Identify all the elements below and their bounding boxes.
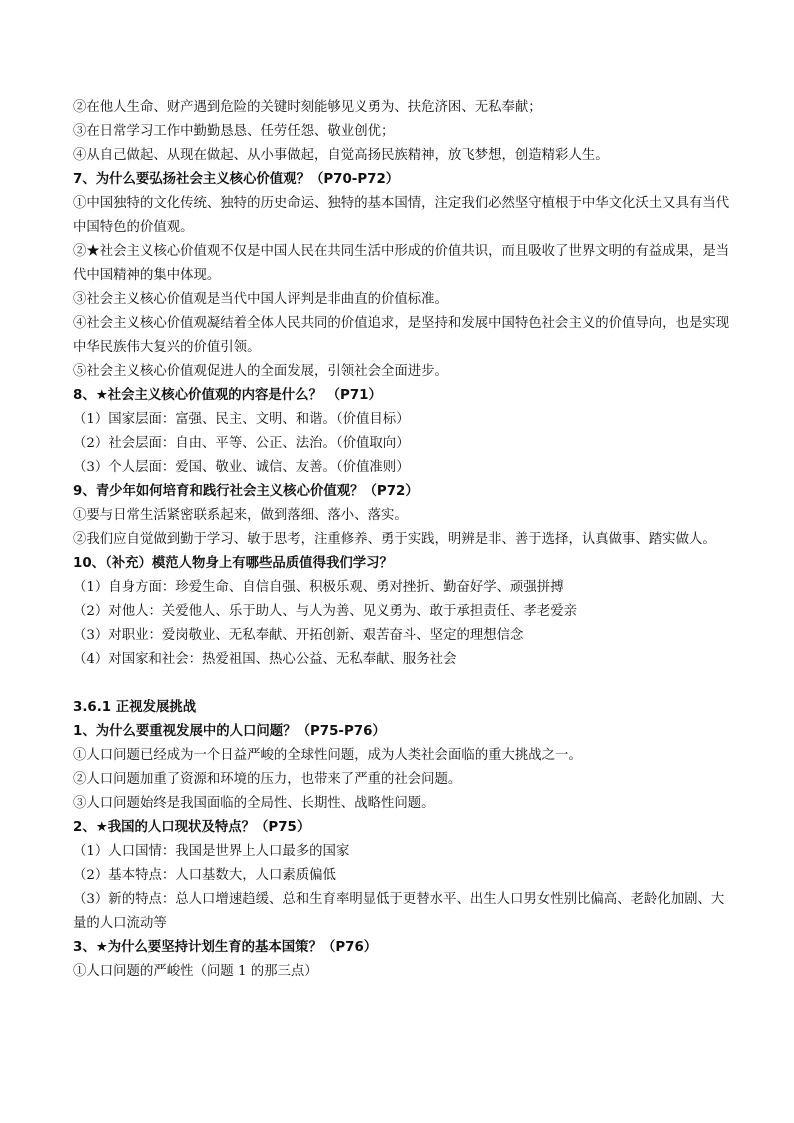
text-line: （1）国家层面：富强、民主、文明、和谐。（价值目标） [73, 412, 410, 427]
section-heading: 8、★社会主义核心价值观的内容是什么？ （P71） [73, 388, 382, 403]
text-line: （1）人口国情：我国是世界上人口最多的国家 [73, 844, 350, 859]
text-line: ③人口问题始终是我国面临的全局性、长期性、战略性问题。 [73, 796, 435, 811]
text-line: ②在他人生命、财产遇到危险的关键时刻能够见义勇为、扶危济困、无私奉献； [73, 100, 542, 115]
text-line: （4）对国家和社会：热爱祖国、热心公益、无私奉献、服务社会 [73, 652, 457, 667]
text-line: （2）社会层面：自由、平等、公正、法治。（价值取向） [73, 436, 410, 451]
text-line: ③在日常学习工作中勤勤恳恳、任劳任怨、敬业创优； [73, 124, 395, 139]
text-line: ①要与日常生活紧密联系起来，做到落细、落小、落实。 [73, 508, 408, 523]
paragraph: ②★社会主义核心价值观不仅是中国人民在共同生活中形成的价值共识，而且吸收了世界文明的有益成果，是当代中国精神的集中体现。 [73, 244, 730, 283]
paragraph: （3）新的特点：总人口增速趋缓、总和生育率明显低于更替水平、出生人口男女性别比偏高、老龄化加剧、大量的人口流动等 [73, 892, 725, 931]
section-heading: 7、为什么要弘扬社会主义核心价值观？（P70-P72） [73, 172, 400, 187]
paragraph: ④社会主义核心价值观凝结着全体人民共同的价值追求，是坚持和发展中国特色社会主义的价值导向，也是实现中华民族伟大复兴的价值引领。 [73, 316, 730, 355]
section-heading: 2、★我国的人口现状及特点？（P75） [73, 820, 311, 835]
text-line: ①人口问题的严峻性（问题 1 的那三点） [73, 964, 318, 979]
text-line: （3）对职业：爱岗敬业、无私奉献、开拓创新、艰苦奋斗、坚定的理想信念 [73, 628, 524, 643]
text-line: ②人口问题加重了资源和环境的压力，也带来了严重的社会问题。 [73, 772, 462, 787]
text-line: （2）对他人：关爱他人、乐于助人、与人为善、见义勇为、敢于承担责任、孝老爱亲 [73, 604, 577, 619]
text-line: （2）基本特点：人口基数大，人口素质偏低 [73, 868, 336, 883]
text-line: ④从自己做起、从现在做起、从小事做起，自觉高扬民族精神，放飞梦想，创造精彩人生。 [73, 148, 609, 163]
section-heading: 1、为什么要重视发展中的人口问题？（P75-P76） [73, 724, 386, 739]
document-page [73, 96, 733, 984]
text-line: ③社会主义核心价值观是当代中国人评判是非曲直的价值标准。 [73, 292, 448, 307]
section-heading: 10、（补充）模范人物身上有哪些品质值得我们学习？ [73, 556, 393, 571]
blank-line [73, 672, 733, 696]
text-line: （1）自身方面：珍爱生命、自信自强、积极乐观、勇对挫折、勤奋好学、顽强拼搏 [73, 580, 564, 595]
text-line: ⑤社会主义核心价值观促进人的全面发展，引领社会全面进步。 [73, 364, 448, 379]
text-line: （3）个人层面：爱国、敬业、诚信、友善。（价值准则） [73, 460, 410, 475]
section-heading: 9、青少年如何培育和践行社会主义核心价值观？（P72） [73, 484, 419, 499]
section-heading: 3、★为什么要坚持计划生育的基本国策？（P76） [73, 940, 378, 955]
paragraph: ①中国独特的文化传统、独特的历史命运、独特的基本国情，注定我们必然坚守植根于中华文化沃土又具有当代中国特色的价值观。 [73, 196, 730, 235]
paragraph: ②我们应自觉做到勤于学习、敏于思考，注重修养、勇于实践，明辨是非、善于选择，认真做事、踏实做人。 [73, 532, 716, 547]
chapter-heading: 3.6.1 正视发展挑战 [73, 700, 197, 715]
text-line: ①人口问题已经成为一个日益严峻的全球性问题，成为人类社会面临的重大挑战之一。 [73, 748, 582, 763]
